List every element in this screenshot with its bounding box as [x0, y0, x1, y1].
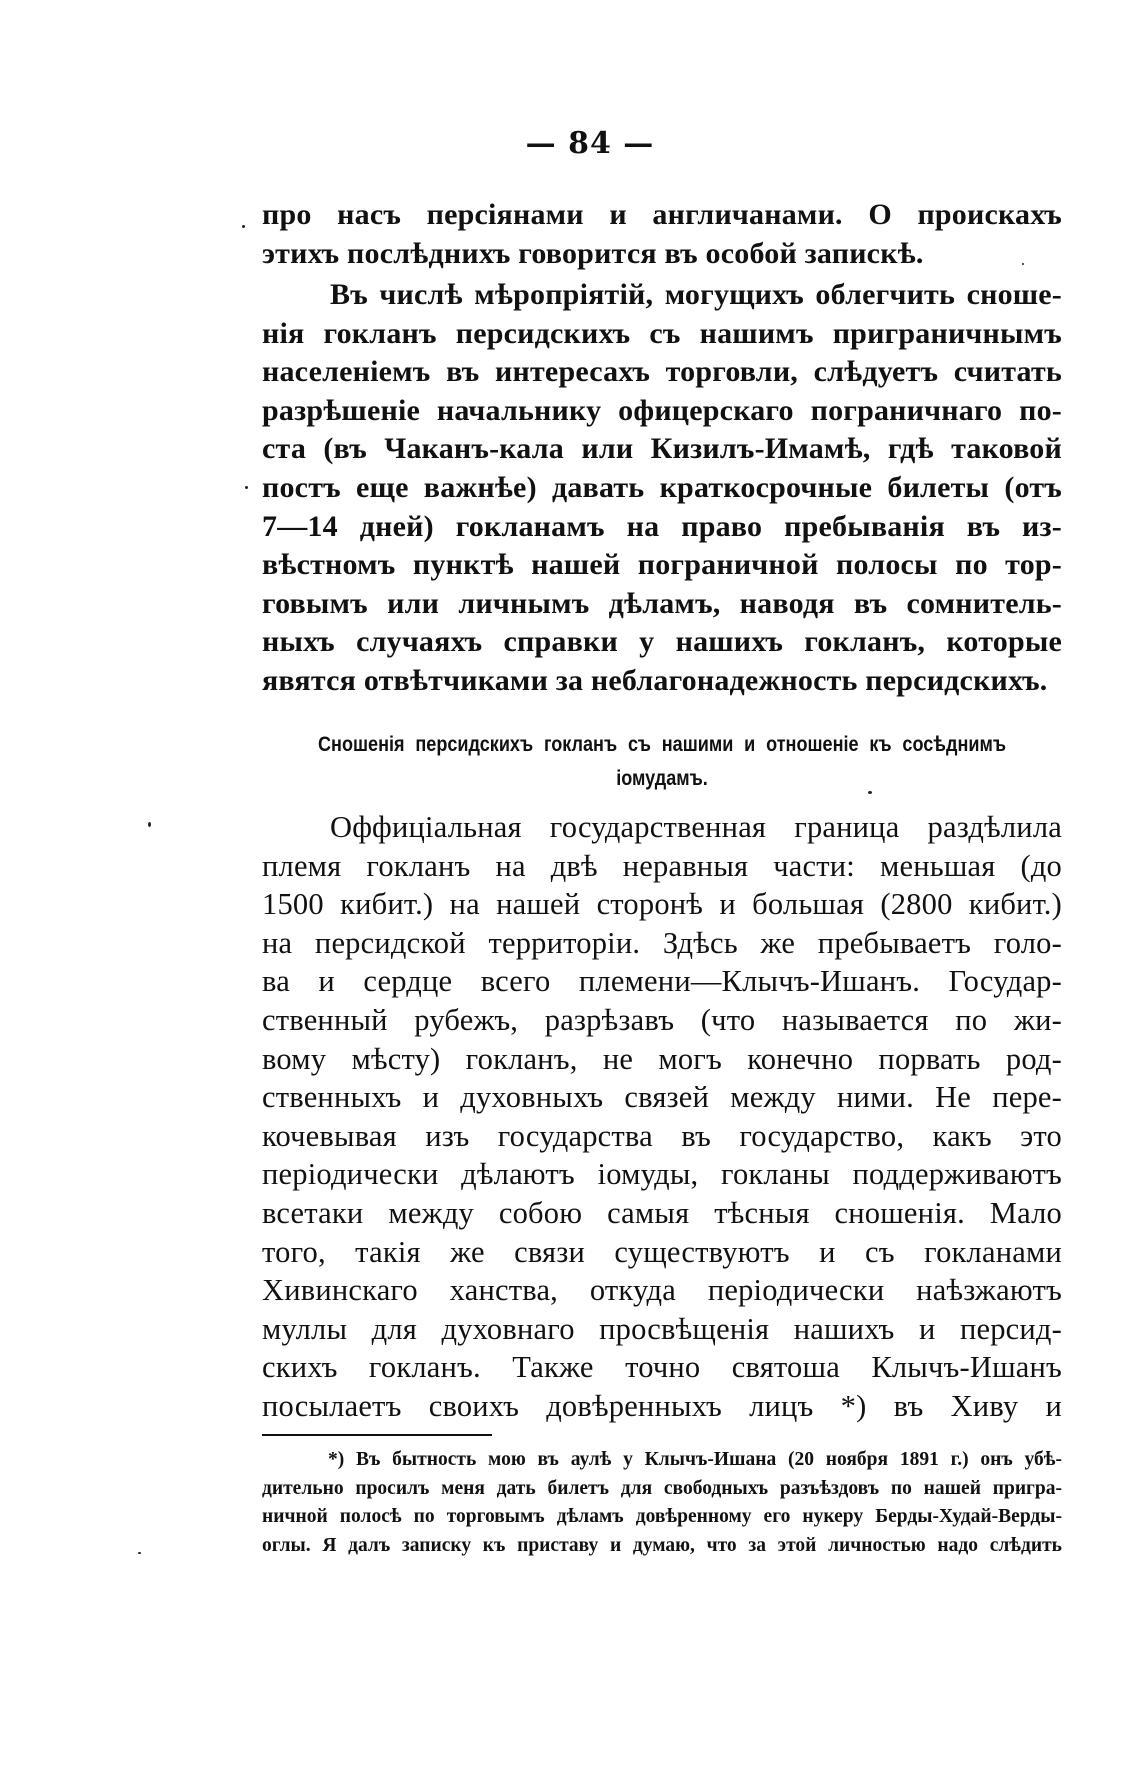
text-line: Въ числѣ мѣропріятій, могущихъ облегчить сноше- — [330, 278, 1062, 311]
text-line: того, такія же связи существуютъ и съ гокланами — [262, 1234, 1062, 1269]
text-line: постъ еще важнѣе) давать краткосрочные билеты (отъ — [262, 470, 1062, 504]
scan-speck — [242, 225, 245, 228]
footnote-line: ничной полосѣ по торговымъ дѣламъ довѣренному его нукеру Берды-Худай-Верды- — [262, 1506, 1062, 1528]
scan-speck — [245, 486, 248, 489]
section-heading — [318, 728, 1006, 796]
scan-speck — [868, 791, 872, 794]
text-line: явятся отвѣтчиками за неблагонадежность персидскихъ. — [262, 663, 1048, 697]
text-line: всетаки между собою самыя тѣсныя сношенія. Мало — [262, 1195, 1062, 1230]
text-line: ственный рубежъ, разрѣзавъ (что называется по жи- — [262, 1002, 1062, 1037]
scan-speck — [148, 822, 151, 827]
text-line: нія гокланъ персидскихъ съ нашимъ приграничнымъ — [262, 316, 1062, 350]
text-line: муллы для духовнаго просвѣщенія нашихъ и персид- — [262, 1311, 1062, 1346]
text-line: кочевывая изъ государства въ государство, какъ это — [262, 1118, 1062, 1153]
footnote-divider — [262, 1434, 492, 1436]
text-line: населеніемъ въ интересахъ торговли, слѣдуетъ считать — [262, 355, 1062, 389]
text-line: скихъ гокланъ. Также точно святоша Клычъ-Ишанъ — [262, 1350, 1062, 1385]
heading-line: Сношенія персидскихъ гокланъ съ нашими и отношеніе къ сосѣднимъ — [318, 733, 1006, 756]
paragraph-1 — [262, 196, 1062, 273]
footnote — [262, 1446, 1062, 1560]
scan-speck — [1022, 263, 1024, 265]
text-line: на персидской территоріи. Здѣсь же пребываетъ голо- — [262, 925, 1062, 960]
text-line: ва и сердце всего племени—Клычъ-Ишанъ. Государ- — [262, 964, 1062, 999]
text-line: періодически дѣлаютъ іомуды, гокланы поддерживаютъ — [262, 1157, 1062, 1192]
text-line: вѣстномъ пунктѣ нашей пограничной полосы по тор- — [262, 548, 1062, 582]
text-line: Оффиціальная государственная граница раздѣлила — [330, 810, 1062, 844]
text-line: ста (въ Чаканъ-кала или Кизилъ-Имамѣ, гдѣ таковой — [262, 432, 1062, 466]
footnote-line: *) Въ бытность мою въ аулѣ у Клычъ-Ишана (20 ноября 1891 г.) онъ убѣ- — [328, 1449, 1062, 1470]
text-line: про насъ персіянами и англичанами. О проискахъ — [262, 198, 1062, 231]
text-line: посылаетъ своихъ довѣренныхъ лицъ *) въ Хиву и — [262, 1388, 1062, 1423]
text-line: 7—14 дней) гокланамъ на право пребыванія въ из- — [262, 509, 1062, 543]
text-line: ственныхъ и духовныхъ связей между ними. Не пере- — [262, 1080, 1062, 1115]
text-line: племя гокланъ на двѣ неравныя части: меньшая (до — [262, 848, 1062, 883]
footnote-line: дительно просилъ меня дать билетъ для свободныхъ разъѣздовъ по нашей пригра- — [262, 1477, 1062, 1499]
text-line: говымъ или личнымъ дѣламъ, наводя въ сомнитель- — [262, 586, 1062, 620]
heading-line: іомудамъ. — [616, 767, 708, 790]
scan-speck — [138, 1552, 141, 1554]
text-line: ныхъ случаяхъ справки у нашихъ гокланъ, которые — [262, 625, 1062, 659]
text-line: разрѣшеніе начальнику офицерскаго пограничнаго по- — [262, 393, 1062, 427]
text-line: Хивинскаго ханства, откуда періодически наѣзжаютъ — [262, 1273, 1062, 1308]
text-line: этихъ послѣднихъ говорится въ особой запискѣ. — [262, 236, 924, 270]
footnote-line: оглы. Я далъ записку къ приставу и думаю, что за этой личностью надо слѣдить — [262, 1534, 1062, 1556]
paragraph-3 — [262, 808, 1062, 1426]
text-line: вому мѣсту) гокланъ, не могъ конечно порвать род- — [262, 1041, 1062, 1076]
paragraph-2 — [262, 276, 1062, 701]
page-number: — 84 — — [525, 126, 655, 161]
text-line: 1500 кибит.) на нашей сторонѣ и большая (2800 кибит.) — [262, 887, 1062, 922]
